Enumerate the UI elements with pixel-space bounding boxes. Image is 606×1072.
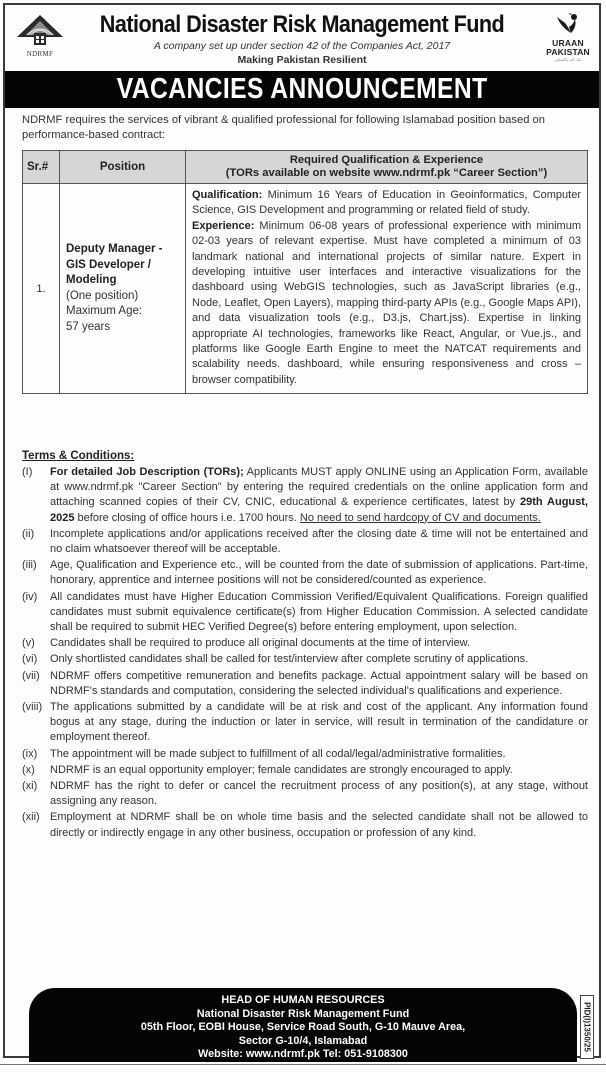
ndrmf-roof-house-icon (15, 13, 65, 49)
term-number: (v) (22, 637, 35, 650)
term-text: Age, Qualification and Experience etc., will be counted from the date of submission of applications. Part-time, honorary, apprentice and internee positions will not be considered/counted as experience. (50, 559, 588, 587)
term-item (22, 590, 588, 636)
term-text: The applications submitted by a candidate will be at risk and cost of the applicant. Any information found bogus at any stage, during the induction or later in service, will result in termination of the candidature or employment thereof. (50, 701, 588, 744)
contact-title: HEAD OF HUMAN RESOURCES (221, 994, 385, 1006)
term-text: NDRMF is an equal opportunity employer; female candidates are strongly encouraged to apply. (50, 763, 513, 776)
max-age-value: 57 years (66, 320, 111, 333)
header-requirements-tor-note: (TORs available on website www.ndrmf.pk “Career Section”) (225, 167, 548, 179)
bottom-divider (0, 1064, 606, 1065)
pakistan-text: PAKISTAN (546, 47, 590, 57)
contact-box (29, 988, 577, 1062)
pid-code-box (580, 995, 594, 1059)
term-item (22, 669, 588, 699)
experience-label: Experience: (192, 219, 255, 232)
term-number: (iii) (22, 559, 37, 572)
uraan-urdu-text: ٹیک آف پاکستان (554, 57, 582, 62)
term-item (22, 747, 588, 762)
term-item (22, 652, 588, 667)
term-number: (vii) (22, 669, 40, 682)
term-text: NDRMF has the right to defer or cancel the recruitment process of any position(s), at any stage, without assigning any reason. (50, 780, 588, 808)
term-item (22, 636, 588, 651)
term-text-part: Applicants MUST apply ONLINE using an Application Form, available at www.ndrmf.pk "Career Section" by entering the required credentials on the online application form and attaching scanned copies of their CV, CNIC, educational & experience certificates, latest by (50, 466, 588, 509)
term-text: Incomplete applications and/or applications received after the closing date & time will not be entertained and no claim whatsoever thereof will be acceptable. (50, 527, 588, 556)
application-deadline: 29th August, 2025 (50, 496, 588, 524)
table-row (23, 184, 588, 394)
term-number: (x) (22, 763, 35, 776)
contact-website-phone: Website: www.ndrmf.pk Tel: 051-9108300 (198, 1048, 408, 1061)
uraan-text: URAAN (552, 38, 584, 48)
organization-tagline: Making Pakistan Resilient (237, 54, 367, 66)
term-item (22, 810, 588, 840)
header-requirements-title: Required Qualification & Experience (289, 154, 484, 166)
term-number: (xi) (22, 780, 38, 793)
term-text-part: before closing of office hours i.e. 1700 hours. (74, 511, 300, 524)
term-text (50, 465, 588, 526)
term-number: (I) (22, 466, 33, 478)
term-text: All candidates must have Higher Education Commission Verified/Equivalent Qualifications. Foreign qualified candidates must submit equivalence certificate(s) from Higher Education Commission. A selected candidate shall be required to submit HEC Verified Degree(s) before entering employment, upon selection. (50, 590, 588, 634)
uraan-pakistan-logo (540, 11, 596, 69)
banner-title: VACANCIES ANNOUNCEMENT (116, 73, 488, 105)
terms-and-conditions (22, 449, 588, 841)
contact-address-line2: Sector G-10/4, Islamabad (238, 1034, 368, 1047)
organization-title: National Disaster Risk Management Fund (99, 11, 505, 38)
term-item (22, 527, 588, 557)
term-text: Candidates shall be required to produce all original documents at the time of interview. (50, 637, 471, 650)
qualification-block (192, 188, 581, 219)
advertisement-frame (3, 3, 601, 1061)
ndrmf-logo-text: NDRMF (26, 50, 54, 58)
vacancies-table (22, 150, 588, 394)
table-header-row (23, 151, 588, 184)
vacancies-banner (5, 71, 599, 108)
term-number: (viii) (22, 701, 43, 714)
intro-paragraph: NDRMF requires the services of vibrant & qualified professional for following Islamabad position based on performance-based contract: (22, 114, 545, 141)
qualification-text: Minimum 16 Years of Education in Geoinformatics, Computer Science, GIS Development and programming or related field of study. (192, 189, 581, 217)
term-number: (vi) (22, 653, 38, 666)
terms-title: Terms & Conditions: (22, 450, 135, 462)
experience-text: Minimum 06-08 years of professional experience with minimum 02-03 years of relevant expertise. Must have completed a minimum of 03 landmark national and international projects of similar nature. Expert in developing intuitive user interfaces and interactive visualizations for the dashboard using WebGIS technologies, such as JavaScript libraries (e.g., Node, Leaflet, Open Layers), mapping third-party APIs (e.g., Google Maps API), and data visualization tools (e.g., D3.js, Chart.jss). Expertise in linking appropriate AI technologies, frameworks like React, Angular, or Vue.js., and platforms like Google Earth Engine to meet the NATCAT requirements and scalability needs. dashboard, while ensuring responsiveness and cross – browser compatibility. (192, 219, 581, 386)
term-item (22, 700, 588, 746)
term-text: Employment at NDRMF shall be on whole time basis and the selected candidate shall not be allowed to directly or indirectly engage in any other business, occupation or profession of any kind. (50, 811, 588, 839)
term-item (22, 558, 588, 588)
max-age-label: Maximum Age: (66, 305, 143, 318)
bird-icon (553, 11, 583, 39)
header-sr: Sr.# (23, 151, 60, 184)
term-item (22, 779, 588, 809)
ndrmf-logo (15, 13, 65, 61)
term-item (22, 465, 588, 526)
term-number: (ii) (22, 527, 35, 540)
term-text: NDRMF offers competitive remuneration and benefits package. Actual appointment salary will be based on NDRMF's standards and computation, considering the selected individual's qualifications and experience. (50, 669, 588, 697)
pid-code: PID(I)1350/25 (582, 1002, 592, 1052)
header-requirements (186, 151, 588, 184)
term-number: (ix) (22, 747, 38, 760)
term-item (22, 763, 588, 778)
term-text: The appointment will be made subject to fulfillment of all codal/legal/administrative formalities. (50, 747, 506, 760)
position-title: Deputy Manager - GIS Developer / Modeling (66, 243, 163, 287)
contact-address-line1: 05th Floor, EOBI House, Service Road South, G-10 Mauve Area, (140, 1021, 466, 1034)
row-sr-number: 1. (23, 184, 60, 394)
no-hardcopy-note: No need to send hardcopy of CV and documents. (299, 511, 541, 524)
row-requirements (186, 184, 588, 394)
header-position: Position (60, 151, 186, 184)
term-number: (xii) (22, 811, 40, 824)
organization-subtitle: A company set up under section 42 of the Companies Act, 2017 (153, 40, 451, 52)
contact-organization: National Disaster Risk Management Fund (196, 1007, 410, 1020)
term-text: Only shortlisted candidates shall be called for test/interview after complete scrutiny of applications. (50, 653, 529, 666)
positions-count: (One position) (66, 289, 139, 302)
term-bold-lead: For detailed Job Description (TORs); (50, 466, 244, 478)
row-position (60, 184, 186, 394)
qualification-label: Qualification: (192, 189, 263, 201)
experience-block (192, 219, 581, 388)
term-number: (iv) (22, 590, 38, 603)
header (5, 5, 599, 73)
